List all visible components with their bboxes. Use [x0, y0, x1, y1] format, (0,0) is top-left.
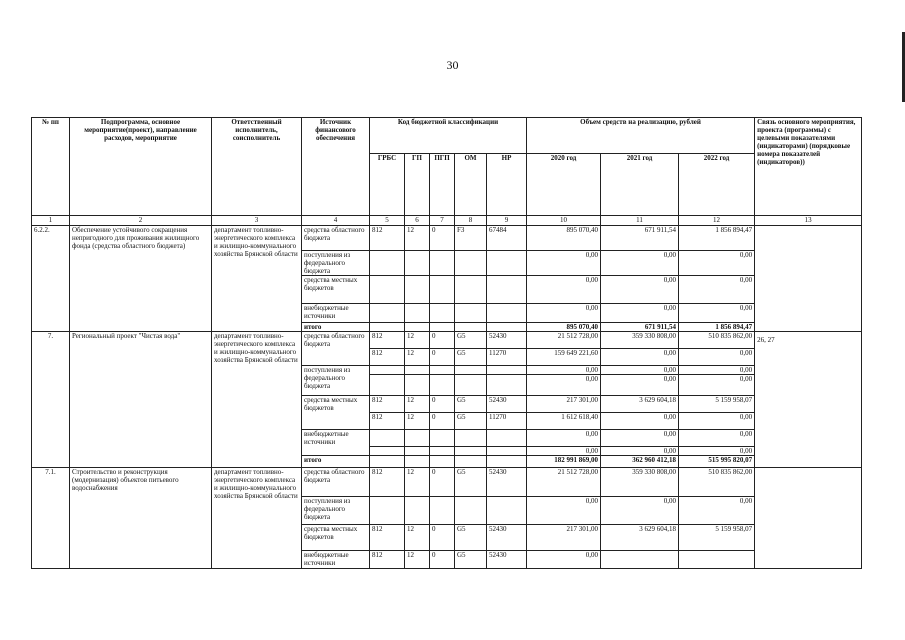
indicator-link: 26, 27: [755, 332, 862, 468]
amount-2021: 0,00: [601, 349, 679, 366]
column-number: 6: [405, 216, 430, 226]
amount-2020: 0,00: [527, 366, 601, 375]
column-number: 9: [487, 216, 527, 226]
header-pgp: ПГП: [430, 154, 455, 216]
amount-2021: 0,00: [601, 251, 679, 276]
column-numbers-row: [32, 216, 862, 226]
code-gp: 12: [405, 413, 430, 430]
header-2021: 2021 год: [601, 154, 679, 216]
column-number: 8: [455, 216, 487, 226]
code-np: 11270: [487, 349, 527, 366]
funding-source: поступления из федерального бюджета: [302, 251, 370, 276]
page-number: 30: [446, 58, 459, 72]
header-executor: Ответственный исполнитель, соисполнитель: [212, 118, 302, 216]
row-number: 6.2.2.: [32, 226, 70, 332]
measure-name: Обеспечение устойчивого сокращения непригодного для проживания жилищного фонда (средства областного бюджета): [70, 226, 212, 332]
amount-2021: 0,00: [601, 304, 679, 323]
header-link: Связь основного мероприятия, проекта (программы) с целевыми показателями (индикаторами) (порядковые номера показателей (индикаторов)): [755, 118, 862, 216]
code-pgp: 0: [430, 468, 455, 497]
code-pgp: 0: [430, 413, 455, 430]
code-pgp: 0: [430, 396, 455, 413]
code-om: G5: [455, 332, 487, 349]
amount-2020: 0,00: [527, 251, 601, 276]
code-om: G5: [455, 551, 487, 569]
code-grbs: 812: [370, 413, 405, 430]
code-om: G5: [455, 413, 487, 430]
code-grbs: 812: [370, 396, 405, 413]
code-grbs: 812: [370, 349, 405, 366]
code-gp: 12: [405, 468, 430, 497]
funding-source: поступления из федерального бюджета: [302, 366, 370, 396]
code-gp: 12: [405, 551, 430, 569]
funding-source: внебюджетные источники: [302, 304, 370, 323]
funding-source: средства областного бюджета: [302, 468, 370, 497]
header-2020: 2020 год: [527, 154, 601, 216]
amount-2020: 895 070,40: [527, 226, 601, 251]
column-number: 11: [601, 216, 679, 226]
code-np: 52430: [487, 525, 527, 551]
total-2022: 1 856 894,47: [679, 323, 755, 332]
amount-2020: 0,00: [527, 497, 601, 525]
row-number: 7.: [32, 332, 70, 468]
code-grbs: 812: [370, 468, 405, 497]
budget-table: [31, 117, 862, 569]
funding-source: итого: [302, 323, 370, 332]
amount-2022: 510 835 862,00: [679, 332, 755, 349]
column-number: 10: [527, 216, 601, 226]
amount-2021: 359 330 808,00: [601, 332, 679, 349]
funding-source: внебюджетные источники: [302, 551, 370, 569]
amount-2021: 359 330 808,00: [601, 468, 679, 497]
column-number: 13: [755, 216, 862, 226]
code-grbs: 812: [370, 226, 405, 251]
column-number: 4: [302, 216, 370, 226]
amount-2022: 0,00: [679, 251, 755, 276]
column-number: 1: [32, 216, 70, 226]
amount-2021: 0,00: [601, 497, 679, 525]
amount-2022: 5 159 958,07: [679, 396, 755, 413]
code-om: G5: [455, 468, 487, 497]
code-om: G5: [455, 349, 487, 366]
total-2021: 671 911,54: [601, 323, 679, 332]
amount-2022: 0,00: [679, 375, 755, 396]
amount-2021: 0,00: [601, 413, 679, 430]
amount-2020: 217 301,00: [527, 396, 601, 413]
header-no: № пп: [32, 118, 70, 216]
amount-2020: 159 649 221,60: [527, 349, 601, 366]
amount-2021: 0,00: [601, 430, 679, 447]
table-row: [32, 226, 862, 251]
amount-2020: 0,00: [527, 304, 601, 323]
funding-source: средства местных бюджетов: [302, 525, 370, 551]
total-2021: 362 960 412,18: [601, 456, 679, 468]
amount-2020: 217 301,00: [527, 525, 601, 551]
amount-2020: 0,00: [527, 375, 601, 396]
indicator-link: [755, 468, 862, 569]
header-funds: Объем средств на реализацию, рублей: [527, 118, 755, 154]
funding-source: внебюджетные источники: [302, 430, 370, 456]
code-pgp: 0: [430, 226, 455, 251]
header-om: ОМ: [455, 154, 487, 216]
amount-2021: 0,00: [601, 366, 679, 375]
amount-2021: 0,00: [601, 375, 679, 396]
amount-2020: 0,00: [527, 551, 601, 569]
code-pgp: 0: [430, 551, 455, 569]
code-grbs: 812: [370, 525, 405, 551]
amount-2022: 0,00: [679, 497, 755, 525]
header-row-1: [32, 118, 862, 154]
funding-source: средства местных бюджетов: [302, 396, 370, 430]
amount-2022: 0,00: [679, 276, 755, 304]
header-budget-code: Код бюджетной классификации: [370, 118, 527, 154]
code-om: F3: [455, 226, 487, 251]
header-grbs: ГРБС: [370, 154, 405, 216]
measure-name: Строительство и реконструкция (модернизация) объектов питьевого водоснабжения: [70, 468, 212, 569]
code-np: 11270: [487, 413, 527, 430]
amount-2022: 5 159 958,07: [679, 525, 755, 551]
amount-2022: 0,00: [679, 447, 755, 456]
code-np: 52430: [487, 468, 527, 497]
column-number: 5: [370, 216, 405, 226]
amount-2021: [601, 551, 679, 569]
code-pgp: 0: [430, 332, 455, 349]
funding-source: средства областного бюджета: [302, 226, 370, 251]
code-np: 52430: [487, 332, 527, 349]
executor: департамент топливно-энергетического комплекса и жилищно-коммунального хозяйства Брянской области: [212, 226, 302, 332]
header-name: Подпрограмма, основное мероприятие(проект), направление расходов, мероприятие: [70, 118, 212, 216]
amount-2020: 0,00: [527, 447, 601, 456]
table-row: [32, 332, 862, 349]
funding-source: средства местных бюджетов: [302, 276, 370, 304]
code-grbs: 812: [370, 551, 405, 569]
code-gp: 12: [405, 349, 430, 366]
code-gp: 12: [405, 226, 430, 251]
funding-source: итого: [302, 456, 370, 468]
total-2022: 515 995 820,07: [679, 456, 755, 468]
amount-2020: 21 512 728,00: [527, 332, 601, 349]
measure-name: Региональный проект "Чистая вода": [70, 332, 212, 468]
indicator-link: [755, 226, 862, 332]
table-row: [32, 468, 862, 497]
code-om: G5: [455, 525, 487, 551]
amount-2022: 0,00: [679, 304, 755, 323]
code-np: 67484: [487, 226, 527, 251]
column-number: 12: [679, 216, 755, 226]
header-gp: ГП: [405, 154, 430, 216]
header-np: НР: [487, 154, 527, 216]
amount-2022: [679, 551, 755, 569]
funding-source: поступления из федерального бюджета: [302, 497, 370, 525]
amount-2020: 1 612 618,40: [527, 413, 601, 430]
column-number: 7: [430, 216, 455, 226]
amount-2021: 671 911,54: [601, 226, 679, 251]
amount-2021: 3 629 604,18: [601, 396, 679, 413]
executor: департамент топливно-энергетического комплекса и жилищно-коммунального хозяйства Брянской области: [212, 332, 302, 468]
code-np: 52430: [487, 396, 527, 413]
header-2022: 2022 год: [679, 154, 755, 216]
code-np: 52430: [487, 551, 527, 569]
code-om: G5: [455, 396, 487, 413]
code-gp: 12: [405, 332, 430, 349]
code-pgp: 0: [430, 525, 455, 551]
code-gp: 12: [405, 396, 430, 413]
amount-2021: 0,00: [601, 447, 679, 456]
column-number: 2: [70, 216, 212, 226]
amount-2022: 0,00: [679, 366, 755, 375]
amount-2022: 0,00: [679, 349, 755, 366]
amount-2021: 3 629 604,18: [601, 525, 679, 551]
amount-2020: 21 512 728,00: [527, 468, 601, 497]
amount-2022: 510 835 862,00: [679, 468, 755, 497]
code-grbs: 812: [370, 332, 405, 349]
row-number: 7.1.: [32, 468, 70, 569]
amount-2022: 0,00: [679, 413, 755, 430]
column-number: 3: [212, 216, 302, 226]
amount-2020: 0,00: [527, 276, 601, 304]
total-2020: 895 070,40: [527, 323, 601, 332]
total-2020: 182 991 869,00: [527, 456, 601, 468]
amount-2022: 0,00: [679, 430, 755, 447]
amount-2020: 0,00: [527, 430, 601, 447]
code-gp: 12: [405, 525, 430, 551]
header-source: Источник финансового обеспечения: [302, 118, 370, 216]
amount-2022: 1 856 894,47: [679, 226, 755, 251]
funding-source: средства областного бюджета: [302, 332, 370, 366]
executor: департамент топливно-энергетического комплекса и жилищно-коммунального хозяйства Брянской области: [212, 468, 302, 569]
amount-2021: 0,00: [601, 276, 679, 304]
code-pgp: 0: [430, 349, 455, 366]
